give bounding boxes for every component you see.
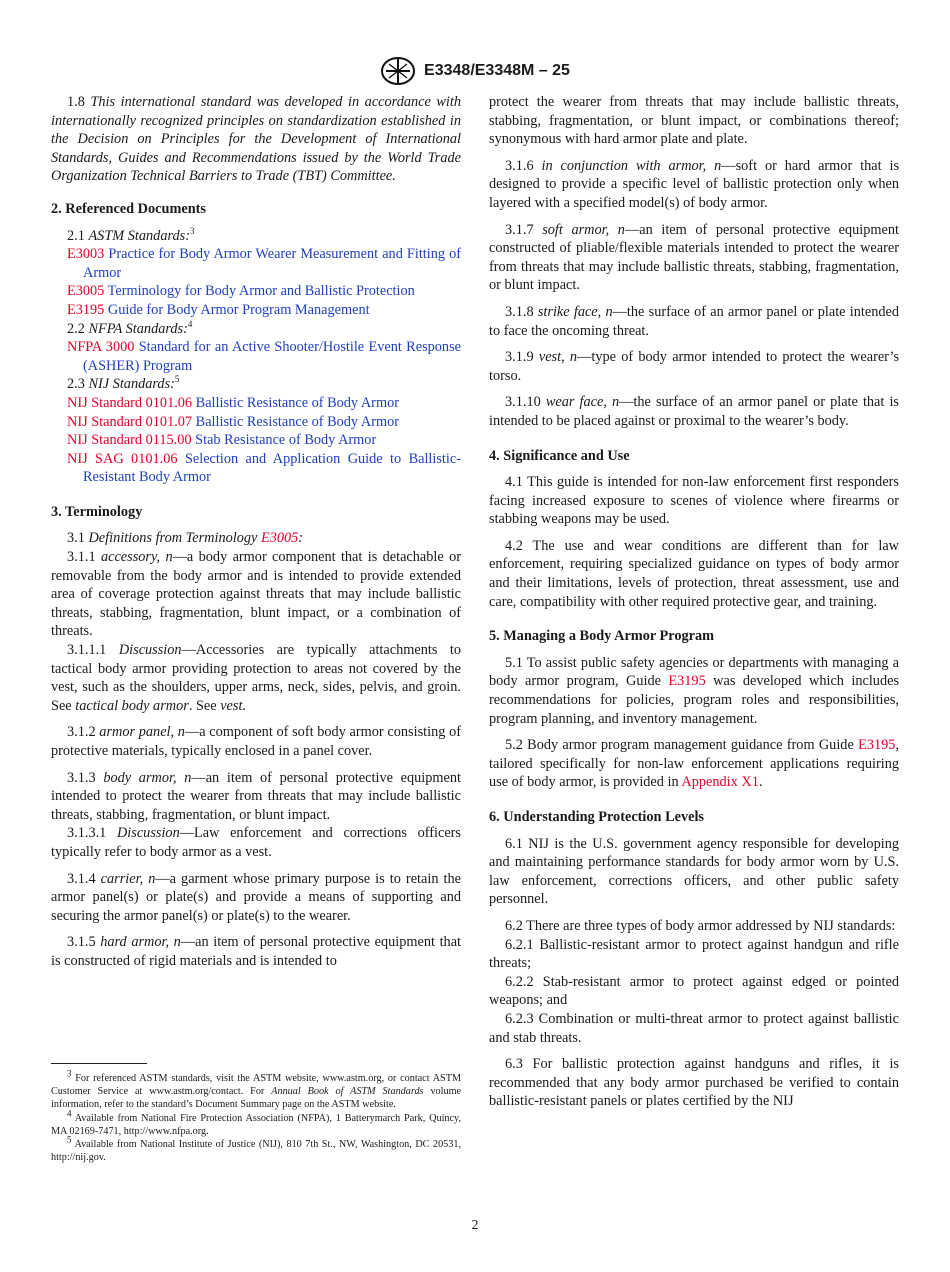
link-e3005[interactable]: E3005 — [260, 530, 299, 547]
ref-nij-0115-00[interactable]: NIJ Standard 0115.00 Stab Resistance of Body Armor — [67, 432, 377, 449]
footnotes — [51, 1063, 461, 1164]
section-2-1: 2.1 ASTM Standards:$^3$ — [67, 225, 195, 244]
section-2-2: 2.2 NFPA Standards:$^4$ — [67, 318, 193, 337]
footnote-4: $^4$ Available from National Fire Protection Association (NFPA), 1 Batterymarch Park, Quincy, MA 02169-7471, http://www.nfpa.org. — [51, 1108, 461, 1137]
link-e3195[interactable]: E3195 — [668, 673, 706, 690]
section-2-3: 2.3 NIJ Standards:$^5$ — [67, 374, 180, 393]
ref-nij-0101-07[interactable]: NIJ Standard 0101.07 Ballistic Resistance of Body Armor — [67, 413, 399, 430]
right-column — [489, 93, 899, 1111]
section-6-2-2: 6.2.2 Stab-resistant armor to protect against edged or pointed weapons; and — [489, 973, 899, 1009]
section-3-title: 3. Terminology — [51, 503, 143, 520]
section-3-1: 3.1 Definitions from Terminology E3005: — [67, 530, 304, 547]
ref-nij-0101-06[interactable]: NIJ Standard 0101.06 Ballistic Resistance of Body Armor — [67, 394, 399, 411]
ref-nij-sag-0101-06[interactable]: NIJ SAG 0101.06 Selection and Application Guide to Ballistic-Resistant Body Armor — [67, 450, 461, 486]
term-3-1-3: 3.1.3 body armor, n—an item of personal protective equipment intended to protect the wearer from threats that may include ballistic threats, stabbing, fragmentation, or blunt impact. — [51, 769, 461, 823]
section-4-title: 4. Significance and Use — [489, 447, 630, 464]
term-3-1-3-1: 3.1.3.1 Discussion—Law enforcement and corrections officers typically refer to body armor as a vest. — [51, 825, 461, 860]
astm-logo-icon — [380, 56, 416, 86]
term-3-1-10: 3.1.10 wear face, n—the surface of an armor panel or plate that is intended to be placed against or proximal to the wearer’s body. — [489, 394, 899, 429]
term-3-1-2: 3.1.2 armor panel, n—a component of soft body armor consisting of protective materials, typically enclosed in a panel cover. — [51, 724, 461, 759]
ref-e3195[interactable]: E3195 Guide for Body Armor Program Management — [67, 301, 370, 318]
footnote-5: $^5$ Available from National Institute of Justice (NIJ), 810 7th St., NW, Washington, DC 20531, http://nij.gov. — [51, 1134, 462, 1164]
page-header — [0, 56, 950, 86]
term-3-1-7: 3.1.7 soft armor, n—an item of personal protective equipment constructed of pliable/flexible materials intended to protect the wearer from threats that may include ballistic threats, stabbing, fragmentation, or blunt impact. — [489, 221, 899, 294]
term-3-1-5-continued: protect the wearer from threats that may include ballistic threats, stabbing, fragmentation, or blunt impact, or combinations thereof; synonymous with hard armor plate and plate. — [489, 94, 899, 148]
ref-nfpa-3000[interactable]: NFPA 3000 Standard for an Active Shooter/Hostile Event Response (ASHER) Program — [67, 339, 461, 374]
term-3-1-8: 3.1.8 strike face, n—the surface of an armor panel or plate intended to face the oncoming threat. — [489, 303, 899, 339]
section-6-3: 6.3 For ballistic protection against handguns and rifles, it is recommended that any body armor purchased be verified to contain ballistic-resistant panels or plates certified by the NIJ — [489, 1056, 899, 1110]
term-3-1-9: 3.1.9 vest, n—type of body armor intended to protect the wearer’s torso. — [489, 349, 900, 384]
section-1-8: 1.8 This international standard was developed in accordance with internationally recognized principles on standardization established in the Decision on Principles for the Development of International Standards, Guides and Recommendations issued by the World Trade Organization Technical Barriers to Trade (TBT) Committee. — [51, 94, 462, 185]
term-3-1-5: 3.1.5 hard armor, n—an item of personal protective equipment that is constructed of rigid materials and is intended to — [51, 934, 462, 969]
footnote-3: $^3$ For referenced ASTM standards, visit the ASTM website, www.astm.org, or contact ASTM Customer Service at www.astm.org/contact. For Annual Book of ASTM Standards volume information, refer to the standard’s Document Summary page on the ASTM website. — [51, 1068, 462, 1111]
page-number: 2 — [471, 1218, 479, 1233]
section-5-2: 5.2 Body armor program management guidance from Guide E3195, tailored specifically for non-law enforcement applications requiring use of body armor, is provided in Appendix X1. — [489, 737, 899, 791]
section-4-2: 4.2 The use and wear conditions are different than for law enforcement, requiring specialized guidance on types of body armor and their limitations, levels of protection, threat assessment, use and care, compatibility with other required protective gear, and training. — [489, 537, 899, 610]
left-column — [51, 93, 461, 971]
link-e3195-2[interactable]: E3195 — [858, 737, 896, 754]
section-6-2: 6.2 There are three types of body armor addressed by NIJ standards: — [505, 917, 896, 934]
link-appendix-x1[interactable]: Appendix X1 — [681, 774, 759, 791]
section-6-title: 6. Understanding Protection Levels — [489, 809, 704, 825]
section-5-1: 5.1 To assist public safety agencies or departments with managing a body armor program, Guide E3195 was developed which includes recommendations for policies, program roles and responsibilities, program planning, and inventory management. — [489, 654, 900, 727]
ref-e3005[interactable]: E3005 Terminology for Body Armor and Ballistic Protection — [67, 283, 415, 300]
section-2-title: 2. Referenced Documents — [51, 200, 206, 217]
ref-e3003[interactable]: E3003 Practice for Body Armor Wearer Measurement and Fitting of Armor — [67, 246, 461, 281]
section-6-1: 6.1 NIJ is the U.S. government agency responsible for developing and maintaining performance standards for body armor worn by U.S. law enforcement, corrections officers, and other public safety personnel. — [489, 835, 899, 908]
term-3-1-6: 3.1.6 in conjunction with armor, n—soft or hard armor that is designed to provide a specific level of ballistic protection only when layered with a specified model(s) of body armor. — [489, 157, 900, 211]
term-3-1-1-1: 3.1.1.1 Discussion—Accessories are typically attachments to tactical body armor providing protection to areas not covered by the vest, such as the shoulders, upper arms, neck, sides, pelvis, and groin. See tactical body armor. See vest. — [51, 642, 461, 714]
footnote-rule — [51, 1063, 147, 1064]
section-6-2-3: 6.2.3 Combination or multi-threat armor to protect against ballistic and stab threats. — [489, 1010, 899, 1046]
section-5-title: 5. Managing a Body Armor Program — [489, 628, 715, 645]
term-3-1-1: 3.1.1 accessory, n—a body armor component that is detachable or removable from the body armor and is intended to provide extended area of coverage protection against threats that may include ballistic threats, stabbing, fragmentation, blunt impact, or a combination of threats. — [51, 549, 462, 640]
section-4-1: 4.1 This guide is intended for non-law enforcement first responders facing increased exposure to scenes of violence where firearms or stabbing weapons may be used. — [489, 474, 899, 528]
document-designation: E3348/E3348M – 25 — [424, 62, 570, 79]
term-3-1-4: 3.1.4 carrier, n—a garment whose primary purpose is to retain the armor panel(s) or plate(s) and provide a means of supporting and securing the armor panel(s) or plate(s) to the wearer. — [51, 870, 461, 924]
section-6-2-1: 6.2.1 Ballistic-resistant armor to protect against handgun and rifle threats; — [489, 936, 899, 972]
